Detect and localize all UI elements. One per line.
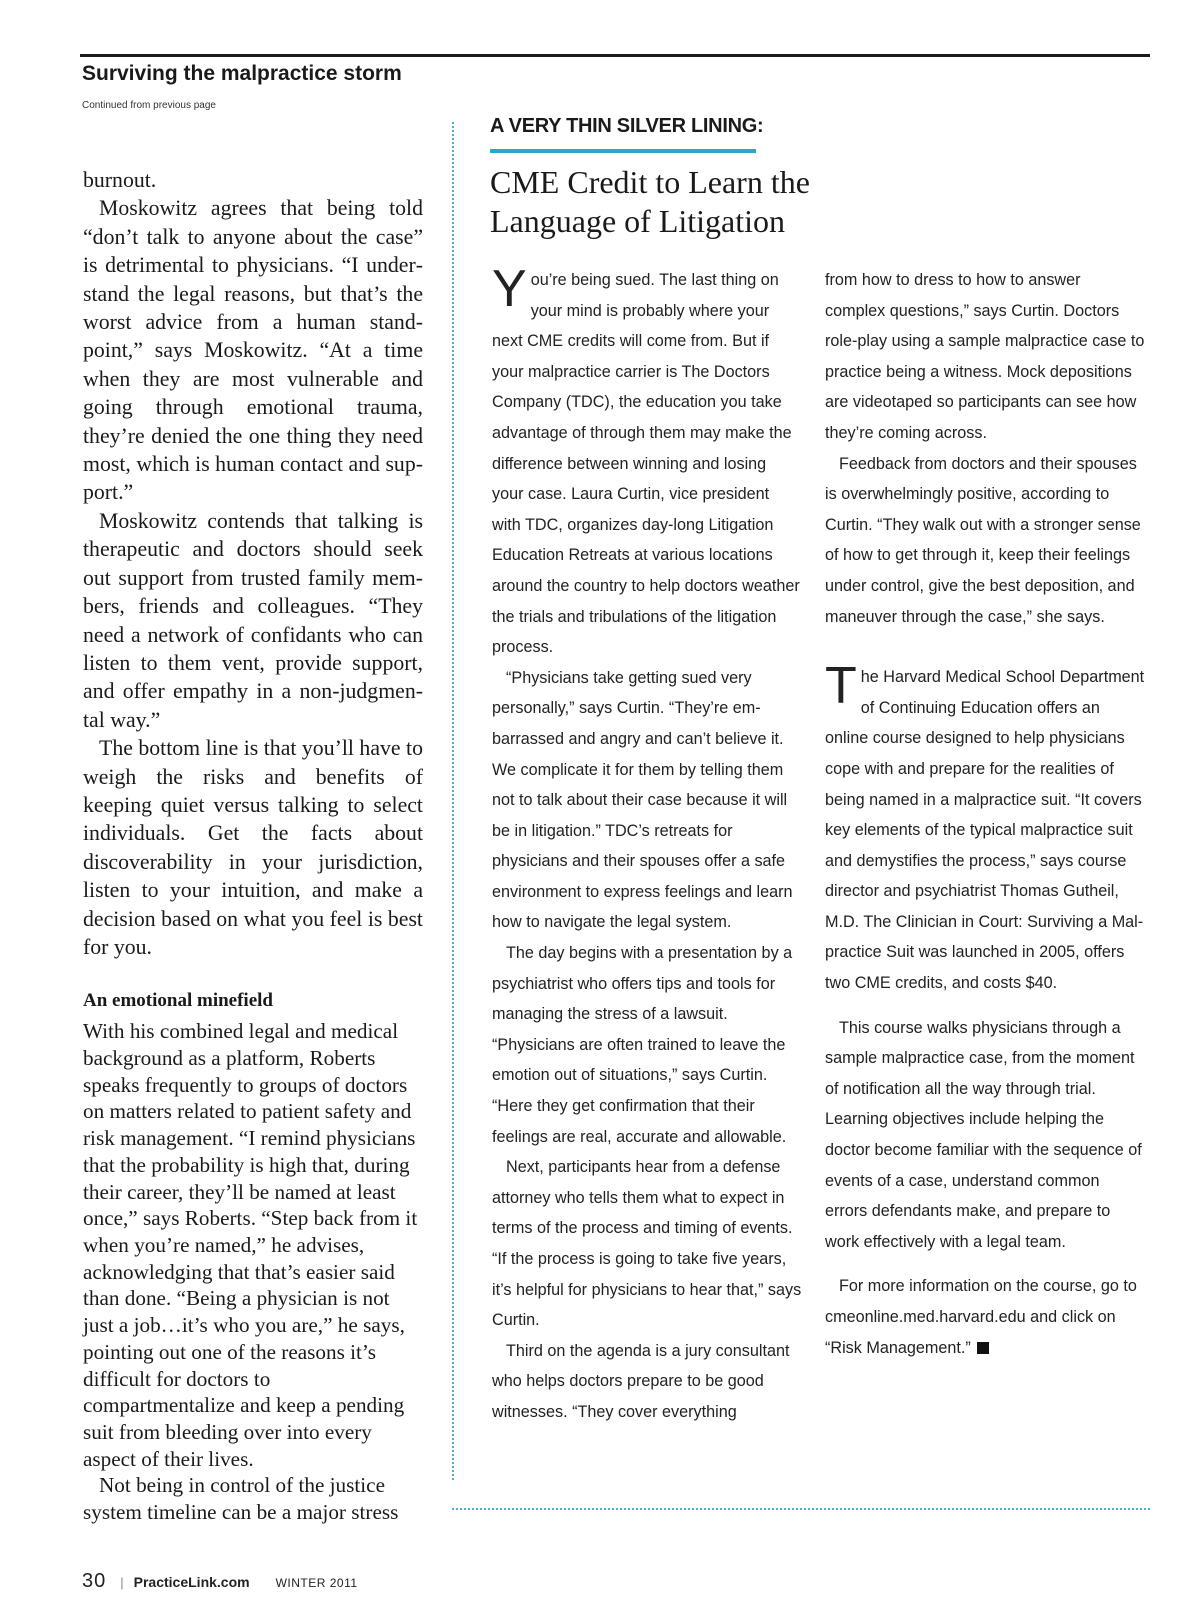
continued-note: Continued from previous page <box>82 100 216 111</box>
footer-separator: | <box>120 1575 124 1590</box>
paragraph: The day begins with a presentation by a psychiatrist who offers tips and tools for managing the stress of a lawsuit. “Physicians are often trained to leave the emotion out of situations,” says Curtin. “Here they get confirmation that their feelings are real, accurate and allowable. <box>492 944 793 1146</box>
page-footer <box>82 1570 358 1593</box>
paragraph: burnout. <box>83 168 157 192</box>
info-paragraph <box>825 1271 1145 1363</box>
drop-cap: T <box>825 657 857 716</box>
subhead: An emotional minefield <box>83 990 273 1012</box>
kicker-underline <box>490 149 756 153</box>
paragraph: from how to dress to how to answer complex questions,” says Curtin. Doctors role-play using a sample malpractice case to practice being a witness. Mock depositions are videotaped so participants can see how they’re coming across. <box>825 271 1145 442</box>
paragraph: Moskowitz agrees that being told “don’t talk to anyone about the case” is detrimental to physicians. “I understand the legal reasons, but that’s the worst advice from a human standpoint,” says Moskowitz. “At a time when they are most vulnerable and going through emotional trauma, they’re denied the one thing they need most, which is human contact and support.” <box>83 196 423 505</box>
paragraph: The bottom line is that you’ll have to weigh the risks and benefits of keeping quiet versus talking to select individuals. Get the facts about discoverability in your jurisdiction, listen to your intuition, and make a decision based on what you feel is best for you. <box>83 736 423 959</box>
paragraph: Moskowitz contends that talking is therapeutic and doctors should seek out support from trusted family members, friends and colleagues. “They need a network of confidants who can listen to them vent, provide support, and offer empathy in a non-judgmental way.” <box>83 508 423 732</box>
left-column <box>83 166 423 1526</box>
sidebar-kicker: A VERY THIN SILVER LINING: <box>490 115 764 137</box>
column-divider <box>452 122 454 1480</box>
paragraph: Feedback from doctors and their spouses is overwhelmingly positive, according to Curtin. “They walk out with a stronger sense of how to get through it, keep their feelings under control, give the best deposition, and maneuver through the case,” she says. <box>825 454 1141 626</box>
paragraph: This course walks physicians through a sample malpractice case, from the moment of notification all the way through trial. Learning objectives include helping the doctor become familiar with the sequence of events of a case, understand common errors defendants make, and prepare to work effectively with a legal team. <box>825 1018 1142 1251</box>
paragraph: With his combined legal and medical background as a platform, Roberts speaks frequently to groups of doctors on matters related to patient safety and risk management. “I remind physicians that the probability is high that, during their career, they’ll be named at least once,” says Roberts. “Step back from it when you’re named,” he advises, acknowledging that that’s easier said than done. “Being a physician is not just a job…it’s who you are,” he says, pointing out one of the reasons it’s difficult for doctors to compartmentalize and keep a pending suit from bleeding over into every aspect of their lives. <box>83 1019 418 1471</box>
paragraph: Not being in control of the justice system timeline can be a major stress <box>83 1473 399 1525</box>
sidebar-headline: CME Credit to Learn the Language of Litigation <box>490 164 810 239</box>
harvard-paragraph <box>825 657 1145 999</box>
lead-paragraph <box>492 260 802 663</box>
end-mark-icon <box>977 1342 989 1354</box>
page-number: 30 <box>82 1570 107 1592</box>
sidebar-middle-column <box>492 260 802 1428</box>
sidebar-right-column <box>825 265 1145 1363</box>
issue-label: WINTER 2011 <box>275 1576 358 1590</box>
drop-cap: Y <box>492 260 527 318</box>
site-name: PracticeLink.com <box>133 1574 250 1590</box>
paragraph: “Physicians take getting sued very personally,” says Curtin. “They’re embarrassed and angry and can’t believe it. We complicate it for them by telling them not to talk about their case because it will be in litigation.” TDC’s retreats for physicians and their spouses offer a safe environment to express feelings and learn how to navigate the legal system. <box>492 668 793 932</box>
top-rule <box>80 54 1150 57</box>
paragraph: Next, participants hear from a defense attorney who tells them what to expect in terms of the process and timing of events. “If the process is going to take five years, it’s helpful for physicians to hear that,” says Curtin. <box>492 1158 802 1330</box>
lead-text: ou’re being sued. The last thing on your mind is probably where your next CME credits will come from. But if your malpractice carrier is The Doctors Company (TDC), the education you take advantage of through them may make the difference between winning and losing your case. Laura Curtin, vice president with TDC, organizes day-long Litigation Education Retreats at various locations around the country to help doctors weather the trials and tribulations of the litigation process. <box>492 271 800 657</box>
section-title: Surviving the malpractice storm <box>82 62 402 85</box>
sidebar-bottom-rule <box>452 1508 1150 1510</box>
harvard-text: he Harvard Medical School Department of Continuing Education offers an online course designed to help physicians cope with and prepare for the realities of being named in a malpractice suit. “It covers key elements of the typical malpractice suit and demystifies the process,” says course director and psychiatrist Thomas Gutheil, M.D. The Clinician in Court: Surviving a Malpractice Suit was launched in 2005, offers two CME credits, and costs $40. <box>825 668 1145 993</box>
info-text: For more information on the course, go to cmeonline.med.harvard.edu and click on “Risk Management.” <box>825 1277 1137 1357</box>
paragraph: Third on the agenda is a jury consultant who helps doctors prepare to be good witnesses. “They cover everything <box>492 1341 790 1421</box>
